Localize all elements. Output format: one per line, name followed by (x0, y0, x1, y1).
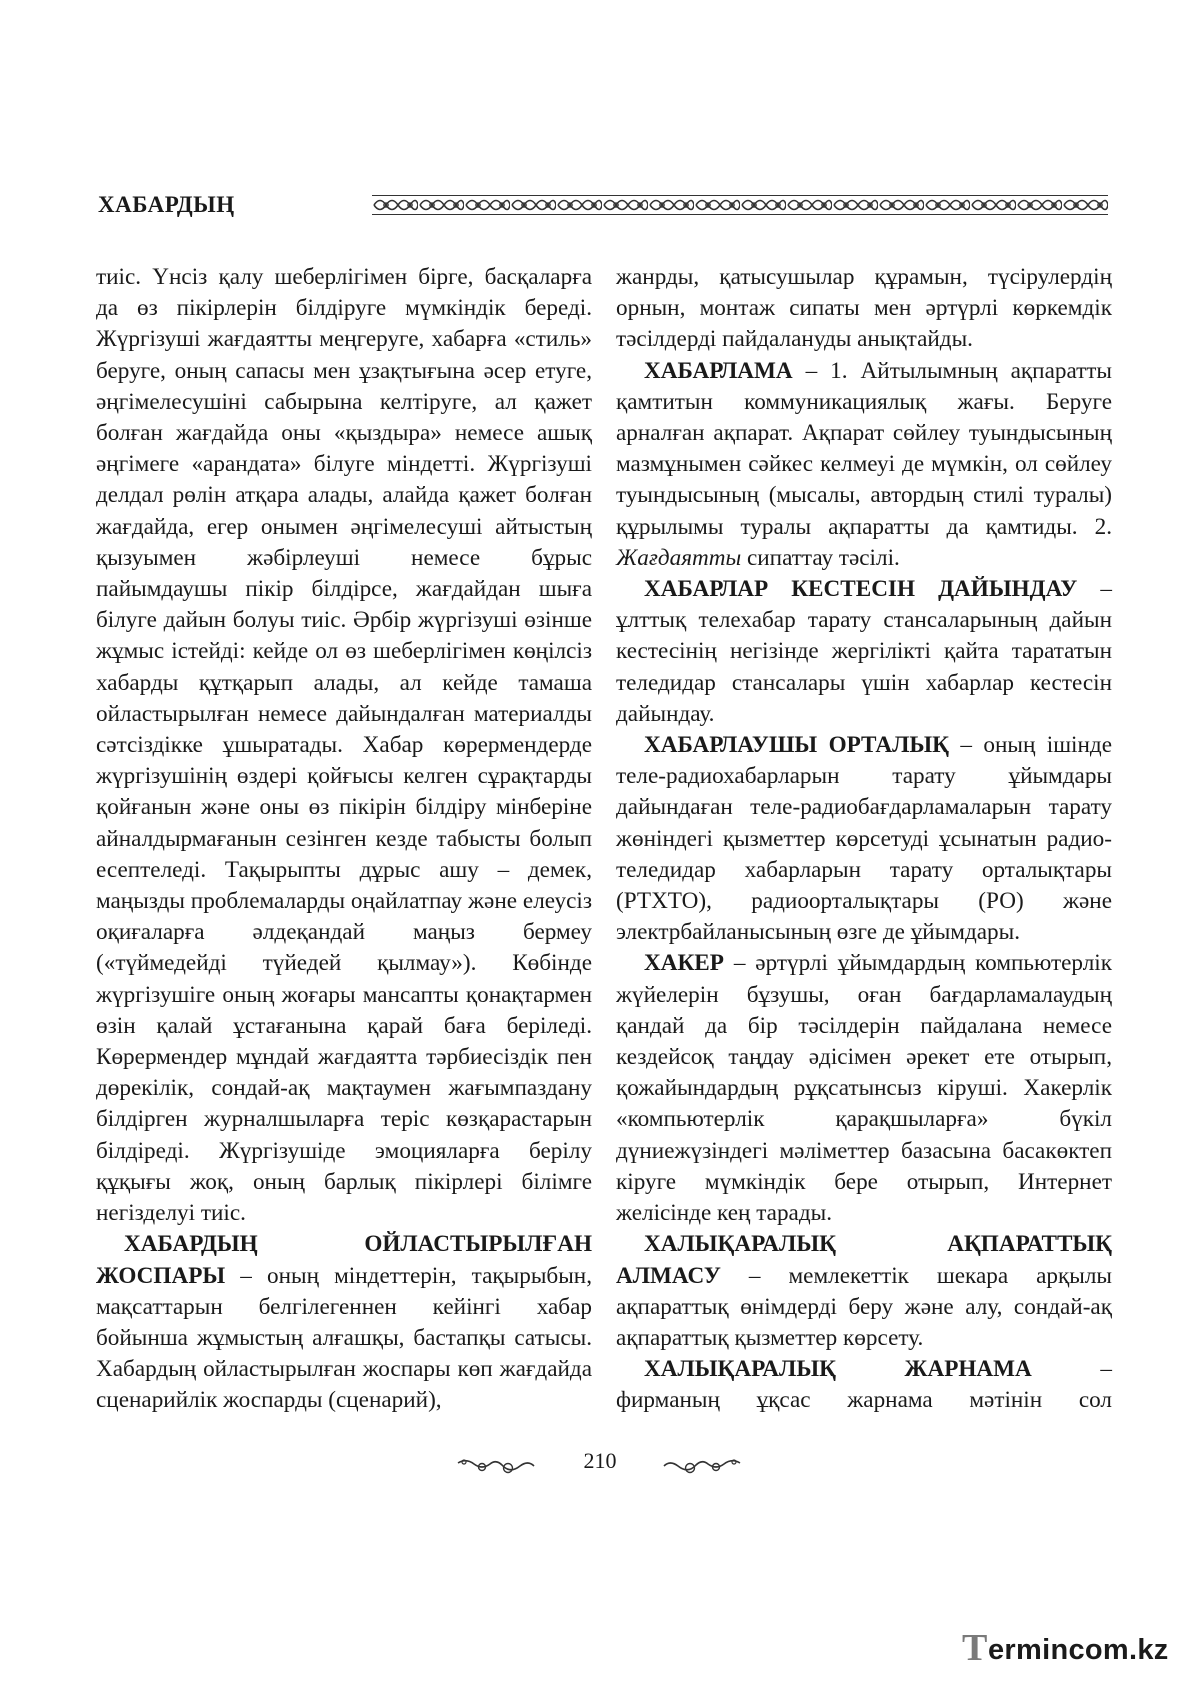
footer-ornament-left-icon (456, 1454, 536, 1478)
entry-text: – (1031, 1356, 1112, 1383)
text-columns (96, 262, 1112, 1422)
entry-term: ХАБАРЛАУШЫ ОРТАЛЫҚ (644, 732, 949, 759)
entry-term: ХАБАРЛАМА (644, 357, 793, 384)
entry-heading-line (616, 1354, 1112, 1385)
entry-term: ХАБАРЛАР КЕСТЕСІН ДАЙЫНДАУ (644, 576, 1078, 603)
entry-ortalyk (616, 730, 1112, 948)
footer-ornament-right-icon (662, 1454, 742, 1478)
entry-text: – оның ішінде теле-радиохабарларын тарату ұйымдары дайындаған теле-радиобағдарламаларын тарату жөніндегі қызметтер көрсетуді ұсынатын радио-теледидар хабарларын тарату орталықтары (РТХТО), радиоорталықтары (РО) және электрбайланысының өзге де ұйымдары. (616, 732, 1113, 946)
left-column (96, 262, 592, 1417)
entry-heading-line (96, 1229, 592, 1260)
paragraph-continuation: тиіс. Үнсіз қалу шеберлігімен бірге, басқаларға да өз пікірлерін білдіруге мүмкіндік береді. Жүргізуші жағдаятты меңгеруге, хабарға «стиль» беруге, оның сапасы мен ұзақтығына әсер етуге, әңгімелесушіні сабырына келтіруге, ал қажет болған жағдайда оны «қыздыра» немесе ашық әңгімеге «арандата» білуге міндетті. Жүргізуші делдал рөлін атқара алады, алайда қажет болған жағдайда, егер онымен әңгімелесуші айтыстың қызуымен жәбірлеуші немесе бұрыс пайымдаушы пікір білдірсе, жағдайдан шыға білуге дайын болуы тиіс. Әрбір жүргізуші өзінше жұмыс істейді: кейде ол өз шеберлігімен көңілсіз хабарды құтқарып алады, ал кейде тамаша ойластырылған немесе дайындалған материалды сәтсіздікке ұшыратады. Хабар көрермендерде жүргізушінің өздері қойғысы келген сұрақтарды қойғанын және оны өз пікірін білдіру мінберіне айналдырмағанын сезінген кезде табысты болып есептеледі. Тақырыпты дұрыс ашу – демек, маңызды проблемаларды оңайлатпау және елеусіз оқиғаларға әлдеқандай маңыз бермеу («түймедейді түйедей қылмау»). Көбінде жүргізушіге оның жоғары мансапты қонақтармен өзін қалай ұстағанына қарай баға беріледі. Көрермендер мұндай жағдаятта тәрбиесіздік пен дөрекілік, сондай-ақ мақтаумен жағымпаздану білдірген журналшыларға теріс көзқарастарын білдіреді. Жүргізушіде эмоцияларға берілу құқығы жоқ, оның барлық пікірлері білімге негізделуі тиіс. (96, 264, 592, 1227)
entry-term: ХАЛЫҚАРАЛЫҚ ЖАРНАМА (644, 1356, 1032, 1383)
entry-khabardyn-zhospary (96, 1261, 592, 1417)
entry-text: – әртүрлі ұйымдардың компьютерлік жүйелерін бұзушы, оған бағдарламалаудың қандай да бір тәсілдерін пайдалана немесе кездейсоқ таңдау әдісімен әрекет ете отырып, қожайындардың рұқсатынсыз кіруші. Хакерлік «компьютерлік қарақшыларға» бүкіл дүниежүзіндегі мәліметтер базасына басакөктеп кіруге мүмкіндік бере отырып, Интернет желісінде кең тарады. (616, 950, 1112, 1227)
entry-khabarlama (616, 356, 1112, 574)
paragraph-continuation: жанрды, қатысушылар құрамын, түсірулердің орнын, монтаж сипаты мен әртүрлі көркемдік тәсілдерді пайдалануды анықтайды. (616, 264, 1112, 353)
entry-term: ХАЛЫҚАРАЛЫҚ АҚПАРАТТЫҚ (644, 1231, 1112, 1258)
entry-text: – мемлекеттік шекара арқылы ақпараттық өнімдерді беру және алу, сондай-ақ ақпараттық қызметтер көрсету. (616, 1262, 1112, 1351)
entry-almasu (616, 1261, 1112, 1355)
entry-text: сипаттау тәсілі. (741, 544, 900, 571)
entry-text: фирманың ұқсас жарнама мәтінін сол (616, 1387, 1112, 1414)
page-header (98, 192, 1108, 232)
entry-emphasis: Жағдаятты (616, 544, 742, 571)
ornament-band-icon (372, 194, 1108, 216)
watermark-initial: T (962, 1627, 988, 1669)
entry-heading-line (616, 1229, 1112, 1260)
watermark-text: ermincom.kz (988, 1634, 1169, 1666)
entry-text: – оның міндеттерін, тақырыбын, мақсаттарын белгілегеннен кейінгі хабар бойынша жұмыстың алғашқы, бастапқы сатысы. Хабардың ойластырылған жоспары көп жағдайда сценарийлік жоспарды (сценарий), (96, 1262, 592, 1414)
entry-term: ХАБАРДЫҢ ОЙЛАСТЫРЫЛҒАН (124, 1231, 592, 1258)
right-column (616, 262, 1112, 1417)
running-head: ХАБАРДЫҢ (98, 192, 235, 217)
entry-kestesi (616, 574, 1112, 730)
entry-zharnama (616, 1385, 1112, 1416)
page-number: 210 (583, 1448, 617, 1473)
entry-text: – ұлттық телехабар тарату стансаларының дайын кестесінің негізінде жергілікті қайта тарататын теледидар стансалары үшін хабарлар кестесін дайындау. (616, 576, 1113, 727)
entry-text: – 1. Айтылымның ақпаратты қамтитын коммуникациялық жағы. Беруге арналған ақпарат. Ақпарат сөйлеу туындысының мазмұнымен сәйкес келмеуі де мүмкін, ол сөйлеу туындысының (мысалы, автордың стилі туралы) құрылымы туралы ақпаратты да қамтиды. 2. (616, 357, 1112, 540)
entry-term: АЛМАСУ (616, 1262, 721, 1289)
watermark-logo (962, 1626, 1169, 1669)
page-footer (0, 1448, 1191, 1484)
entry-term: ЖОСПАРЫ (96, 1262, 226, 1289)
entry-khaker (616, 948, 1112, 1229)
entry-term: ХАКЕР (644, 950, 724, 977)
